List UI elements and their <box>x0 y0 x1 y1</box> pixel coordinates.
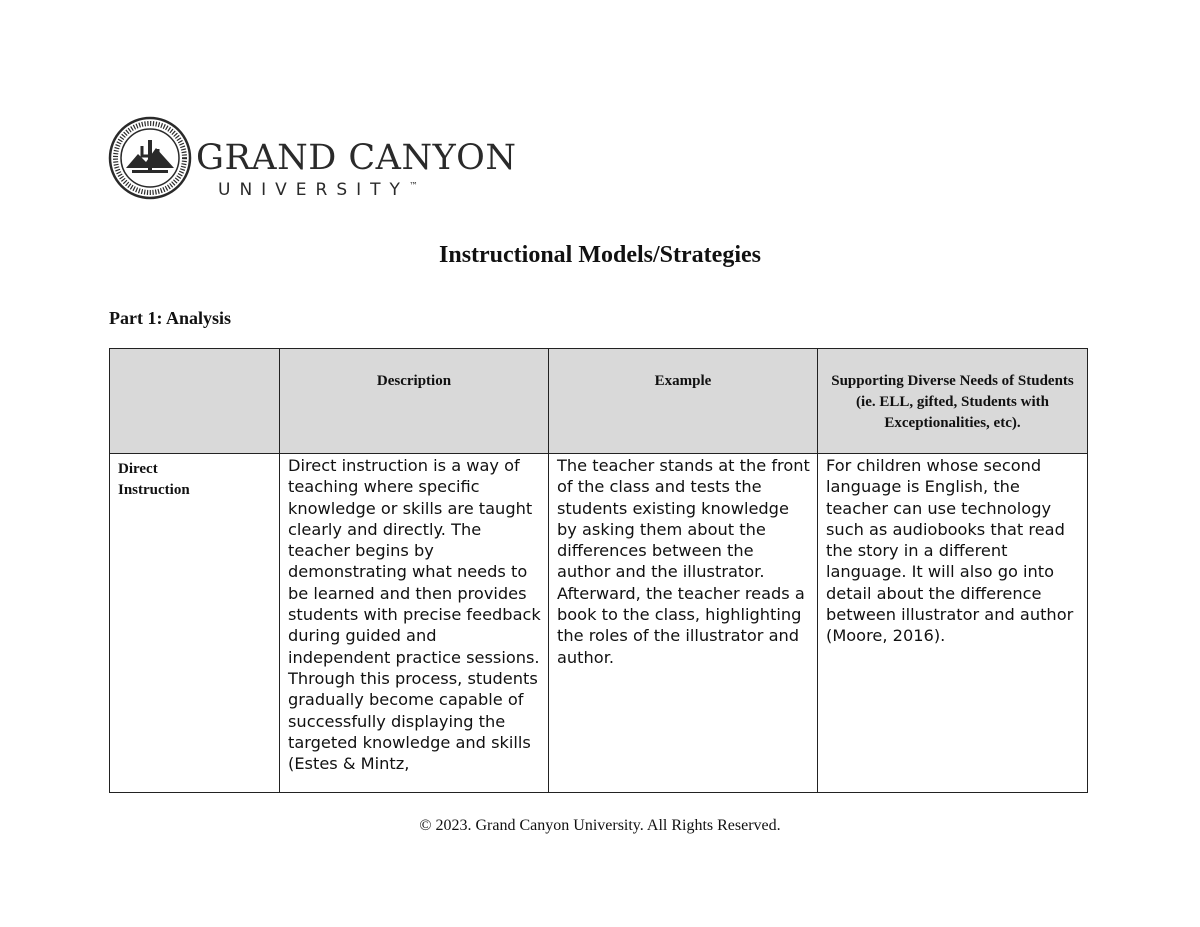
university-logo <box>108 116 517 204</box>
supporting-cell: For children whose second language is English, the teacher can use technology such as audiobooks that read the story in a different language. It will also go into detail about the difference between illustrator and author (Moore, 2016). <box>818 454 1088 793</box>
header-cell-supporting: Supporting Diverse Needs of Students (ie. ELL, gifted, Students with Exceptionalities, etc). <box>818 349 1088 454</box>
header-cell-description: Description <box>280 349 549 454</box>
row-label-cell: Direct Instruction <box>110 454 280 793</box>
description-cell: Direct instruction is a way of teaching where specific knowledge or skills are taught clearly and directly. The teacher begins by demonstrating what needs to be learned and then provides students with precise feedback during guided and independent practice sessions. Through this process, students gradually become capable of successfully displaying the targeted knowledge and skills (Estes & Mintz, <box>280 454 549 793</box>
header-cell-empty <box>110 349 280 454</box>
university-seal-icon <box>108 116 192 200</box>
logo-subtitle: UNIVERSITY™ <box>218 180 418 200</box>
logo-wordmark: GRAND CANYON <box>196 138 517 178</box>
header-cell-example: Example <box>549 349 818 454</box>
document-title: Instructional Models/Strategies <box>439 242 761 268</box>
analysis-table <box>109 348 1088 793</box>
table-header-row <box>110 349 1088 454</box>
example-cell: The teacher stands at the front of the class and tests the students existing knowledge by asking them about the differences between the author and the illustrator. Afterward, the teacher reads a book to the class, highlighting the roles of the illustrator and author. <box>549 454 818 793</box>
copyright-footer: © 2023. Grand Canyon University. All Rights Reserved. <box>419 817 781 834</box>
table-row <box>110 454 1088 793</box>
part-heading: Part 1: Analysis <box>109 308 232 328</box>
